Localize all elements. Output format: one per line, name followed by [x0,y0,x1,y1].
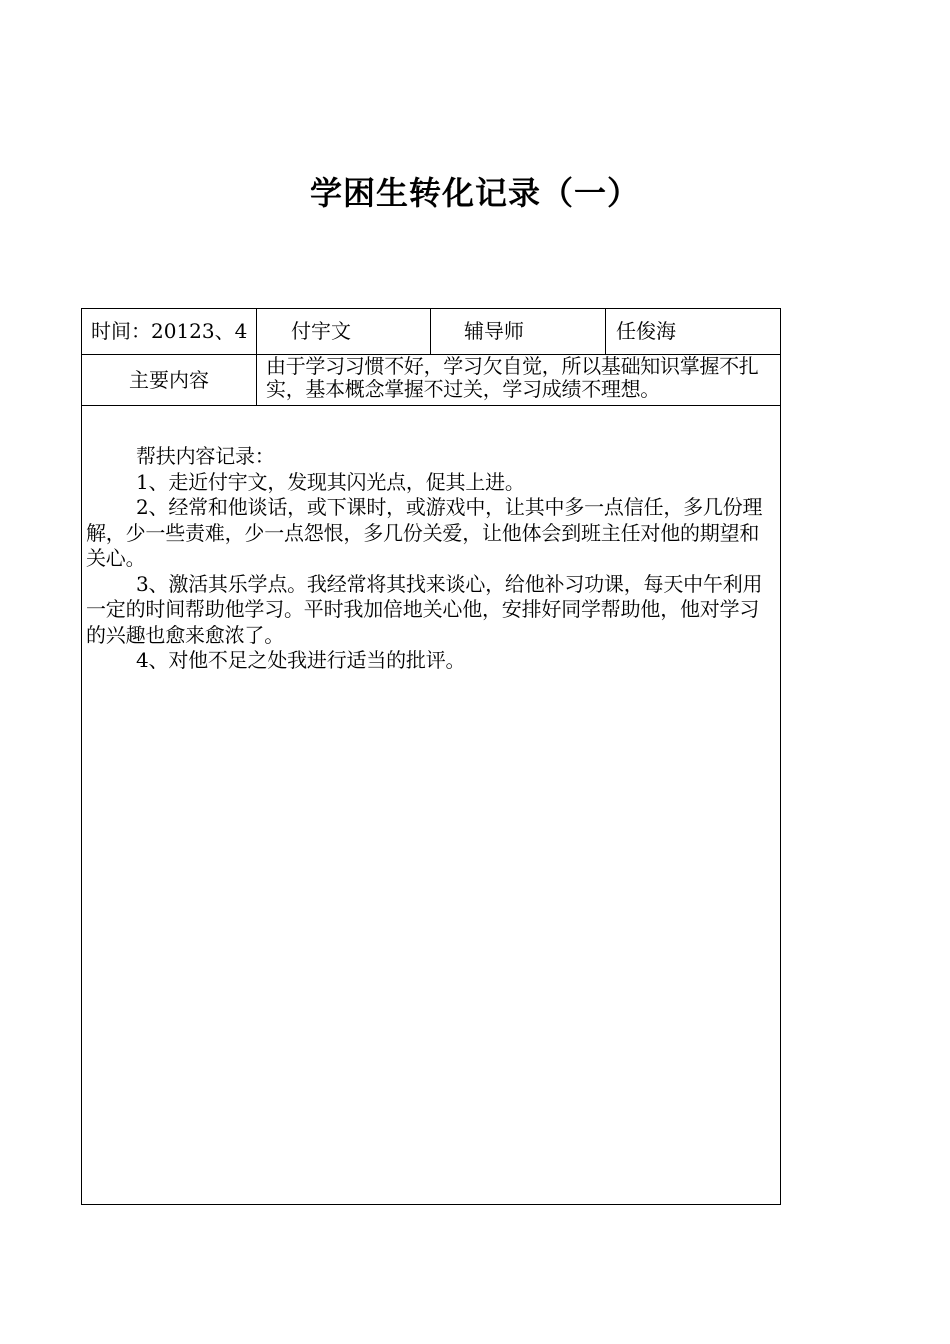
time-cell: 时间：20123、4 [82,309,257,354]
main-content-label: 主要内容 [82,355,257,405]
help-record-item: 1、走近付宇文，发现其闪光点，促其上进。 [136,469,525,494]
student-name-cell: 付宇文 [257,309,431,354]
main-content-text: 由于学习习惯不好，学习欠自觉，所以基础知识掌握不扎实，基本概念掌握不过关，学习成绩不理想。 [266,354,759,401]
help-record-item: 3、激活其乐学点。我经常将其找来谈心，给他补习功课，每天中午利用一定的时间帮助他学习。平时我加倍地关心他，安排好同学帮助他，他对学习的兴趣也愈来愈浓了。 [86,571,763,647]
help-record-heading: 帮扶内容记录： [136,444,275,468]
help-record-body [82,406,780,1204]
header-row [82,309,780,355]
main-content-row [82,355,780,406]
tutor-label-cell: 辅导师 [431,309,606,354]
record-table [81,308,781,1205]
tutor-name-cell: 任俊海 [616,319,676,343]
help-record-item: 2、经常和他谈话，或下课时，或游戏中，让其中多一点信任，多几份理解，少一些责难，少一点怨恨，多几份关爱，让他体会到班主任对他的期望和关心。 [86,495,763,570]
help-record-item: 4、对他不足之处我进行适当的批评。 [136,648,466,672]
document-title: 学困生转化记录（一） [309,174,640,212]
